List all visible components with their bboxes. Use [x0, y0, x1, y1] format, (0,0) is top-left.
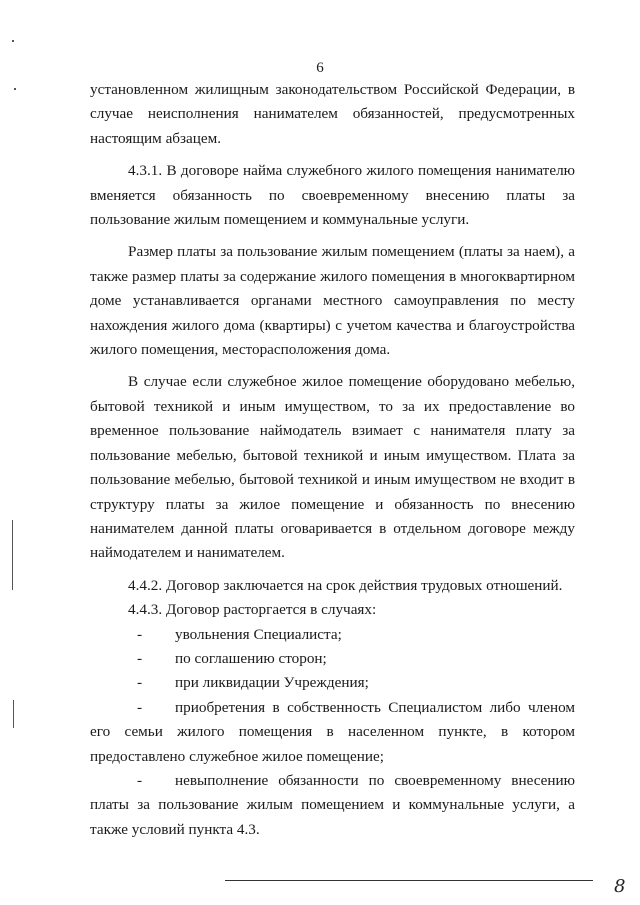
- list-item: [90, 623, 575, 647]
- paragraph-rent-amount: Размер платы за пользование жилым помещением (платы за наем), а также размер платы за содержание жилого помещения в многоквартирном доме устанавливается органами местного самоуправления по месту нахождения жилого дома (квартиры) с учетом качества и благоустройства жилого помещения, месторасположения дома.: [90, 243, 575, 359]
- list-marker: -: [137, 674, 143, 692]
- footer-rule: [225, 880, 593, 881]
- list-item-text: приобретения в собственность Специалистом либо членом его семьи жилого помещения в населенном пункте, в котором предоставлено служебное жилое помещение;: [90, 698, 575, 765]
- list-item-text: по соглашению сторон;: [175, 649, 327, 667]
- list-marker: -: [137, 771, 143, 789]
- list-marker: -: [137, 698, 143, 716]
- paragraph-furniture: В случае если служебное жилое помещение оборудовано мебелью, бытовой техникой и иным имуществом, то за их предоставление во временное пользование наймодатель взимает с нанимателя плату за пользование мебелью, бытовой техникой и иным имуществом. Плата за пользование мебелью, бытовой техникой и иным имуществом не входит в структуру платы за жилое помещение и обязанность по внесению нанимателем данной платы оговаривается в отдельном договоре между наймодателем и нанимателем.: [90, 373, 575, 562]
- list-item-text: увольнения Специалиста;: [175, 625, 342, 643]
- scan-artifact: [13, 700, 14, 728]
- list-item: [90, 696, 575, 769]
- list-item: [90, 647, 575, 671]
- list-item-text: при ликвидации Учреждения;: [175, 674, 369, 692]
- page-number: 6: [316, 60, 324, 76]
- scan-artifact: [14, 88, 16, 90]
- scan-artifact: [12, 520, 13, 590]
- paragraph-4-4-3: 4.4.3. Договор расторгается в случаях:: [128, 601, 377, 619]
- paragraph-4-4-2: 4.4.2. Договор заключается на срок действия трудовых отношений.: [128, 576, 563, 594]
- list-item-text: невыполнение обязанности по своевременному внесению платы за пользование жилым помещением и коммунальные услуги, а также условий пункта 4.3.: [90, 771, 575, 838]
- paragraph-continuation: установленном жилищным законодательством Российской Федерации, в случае неисполнения нанимателем обязанностей, предусмотренных настоящим абзацем.: [90, 81, 575, 147]
- handwritten-page-mark: 8: [614, 876, 626, 897]
- list-item: [90, 769, 575, 842]
- scan-artifact: [12, 40, 14, 42]
- list-marker: -: [137, 625, 143, 643]
- document-body: [90, 78, 575, 842]
- paragraph-4-3-1: 4.3.1. В договоре найма служебного жилого помещения нанимателю вменяется обязанность по своевременному внесению платы за пользование жилым помещением и коммунальные услуги.: [90, 162, 575, 229]
- list-marker: -: [137, 649, 143, 667]
- list-item: [90, 671, 575, 695]
